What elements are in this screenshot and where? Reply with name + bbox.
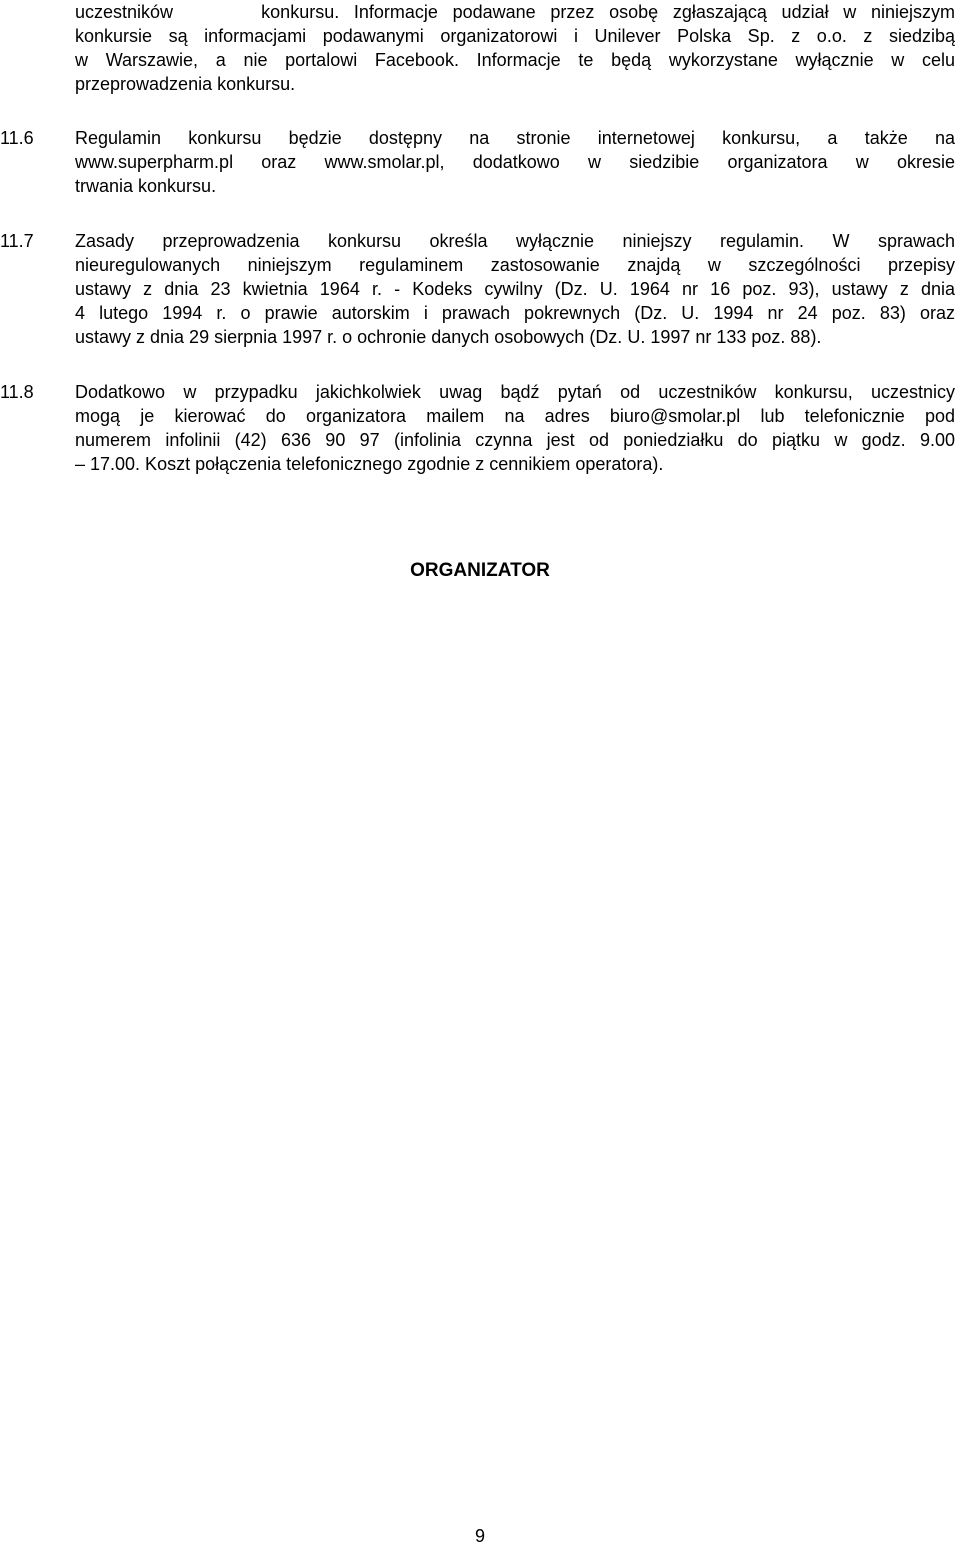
organizer-signature: ORGANIZATOR bbox=[410, 560, 550, 581]
continuation-line: w Warszawie, a nie portalowi Facebook. Informacje te będą wykorzystane wyłącznie w celu bbox=[75, 50, 955, 70]
section-11-8-paragraph bbox=[75, 380, 955, 476]
continuation-line: przeprowadzenia konkursu. bbox=[75, 74, 296, 94]
page-number: 9 bbox=[474, 1526, 485, 1546]
continuation-paragraph bbox=[75, 0, 955, 96]
section-11-7-paragraph bbox=[75, 229, 955, 349]
section-line: 4 lutego 1994 r. o prawie autorskim i prawach pokrewnych (Dz. U. 1994 nr 24 poz. 83) oraz bbox=[75, 303, 955, 323]
section-line: trwania konkursu. bbox=[75, 176, 217, 196]
section-number: 11.8 bbox=[0, 382, 34, 402]
section-line: – 17.00. Koszt połączenia telefonicznego zgodnie z cennikiem operatora). bbox=[75, 454, 664, 474]
section-line: www.superpharm.pl oraz www.smolar.pl, dodatkowo w siedzibie organizatora w okresie bbox=[75, 152, 955, 172]
section-line: Zasady przeprowadzenia konkursu określa wyłącznie niniejszy regulamin. W sprawach bbox=[75, 231, 955, 251]
section-number: 11.7 bbox=[0, 231, 34, 251]
continuation-line: konkursie są informacjami podawanymi organizatorowi i Unilever Polska Sp. z o.o. z siedzibą bbox=[75, 26, 955, 46]
section-line: ustawy z dnia 23 kwietnia 1964 r. - Kodeks cywilny (Dz. U. 1964 nr 16 poz. 93), ustawy z dnia bbox=[75, 279, 955, 299]
section-line: Dodatkowo w przypadku jakichkolwiek uwag bądź pytań od uczestników konkursu, uczestnicy bbox=[75, 382, 955, 402]
continuation-line: uczestników konkursu. Informacje podawane przez osobę zgłaszającą udział w niniejszym bbox=[75, 2, 955, 22]
section-line: nieuregulowanych niniejszym regulaminem zastosowanie znajdą w szczególności przepisy bbox=[75, 255, 955, 275]
section-line: mogą je kierować do organizatora mailem na adres biuro@smolar.pl lub telefonicznie pod bbox=[75, 406, 955, 426]
section-number: 11.6 bbox=[0, 128, 34, 148]
section-line: ustawy z dnia 29 sierpnia 1997 r. o ochronie danych osobowych (Dz. U. 1997 nr 133 poz. 88). bbox=[75, 327, 822, 347]
section-11-6-paragraph bbox=[75, 126, 955, 198]
section-line: Regulamin konkursu będzie dostępny na stronie internetowej konkursu, a także na bbox=[75, 128, 955, 148]
section-line: numerem infolinii (42) 636 90 97 (infolinia czynna jest od poniedziałku do piątku w godz. 9.00 bbox=[75, 430, 955, 450]
